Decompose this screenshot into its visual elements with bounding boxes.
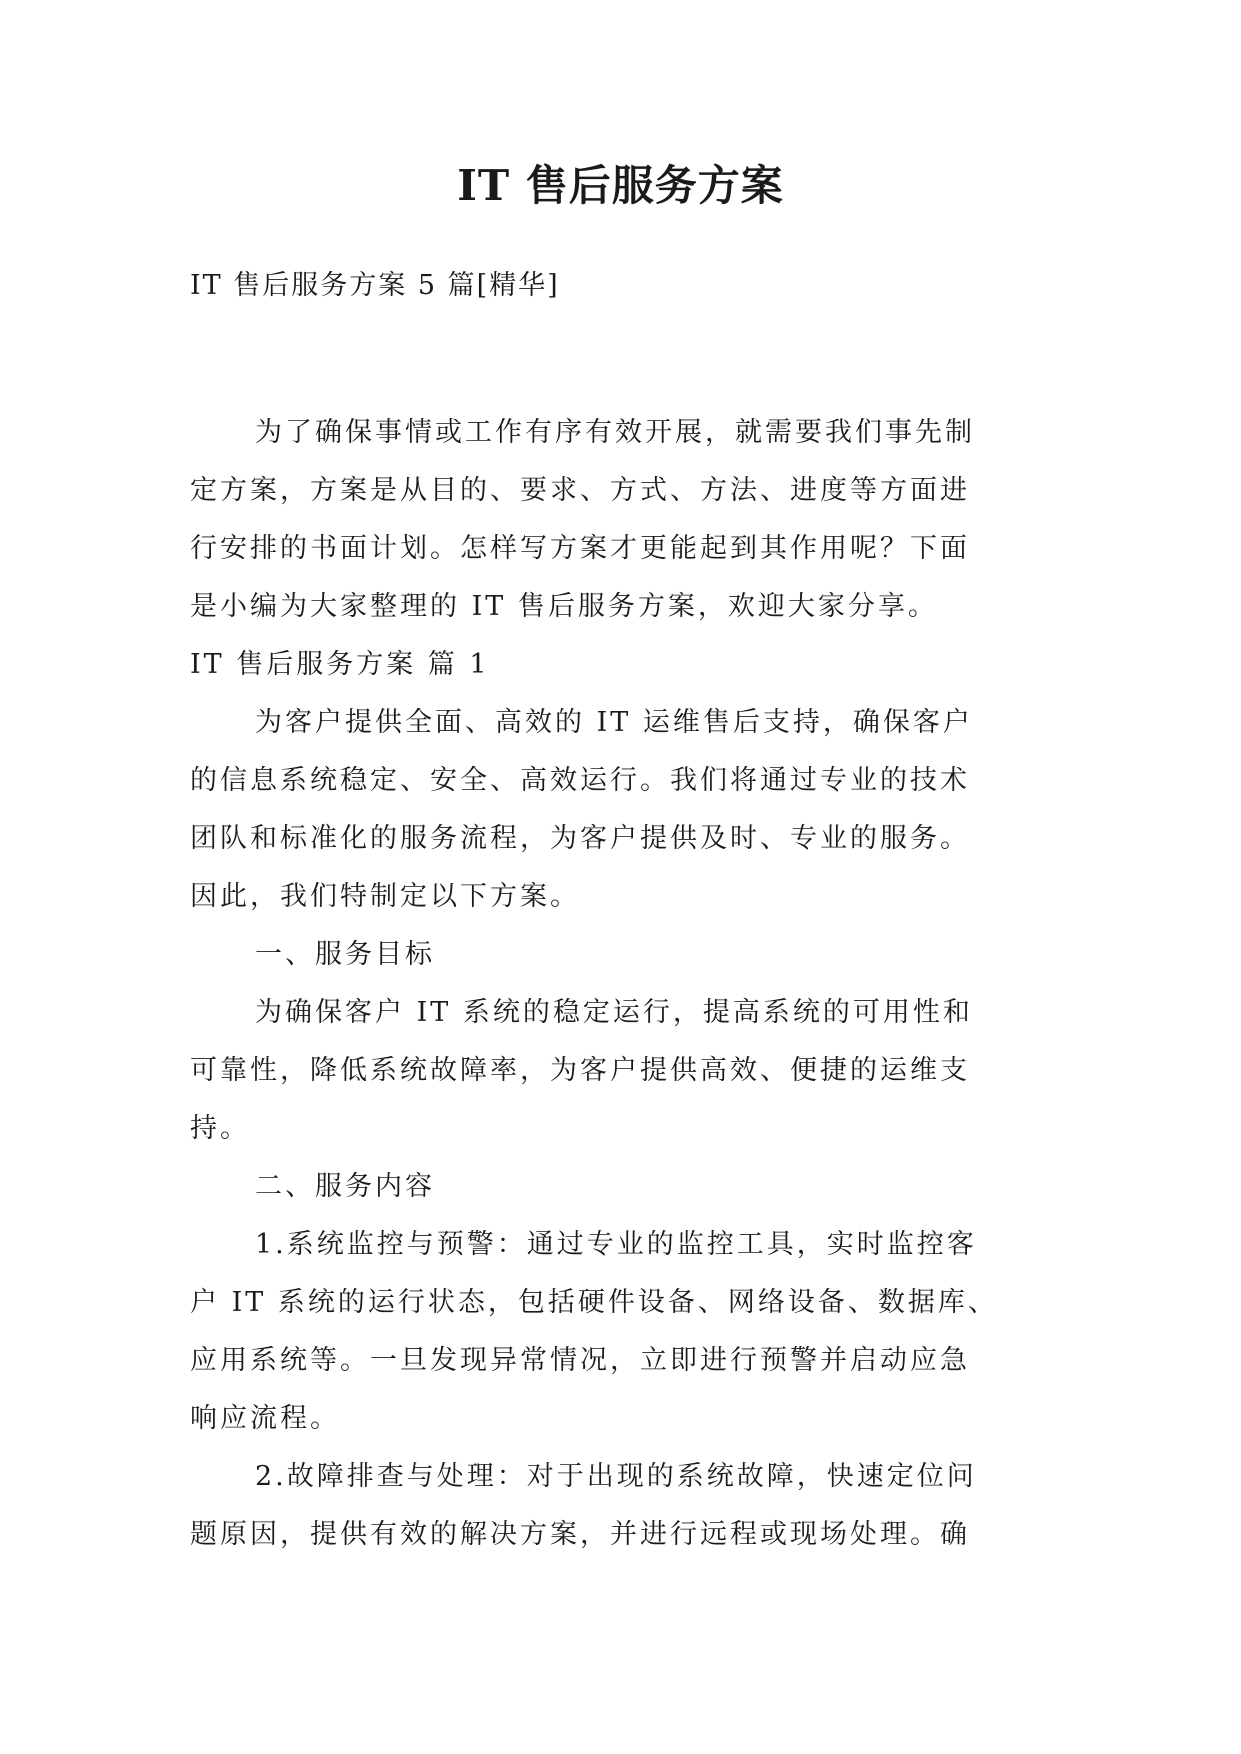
paragraph-line: 持。 [190, 1113, 250, 1144]
paragraph-line: 题原因，提供有效的解决方案，并进行远程或现场处理。确 [190, 1519, 970, 1550]
section-heading: 二、服务内容 [255, 1171, 435, 1202]
paragraph-line: 的信息系统稳定、安全、高效运行。我们将通过专业的技术 [190, 765, 970, 796]
paragraph-line: 应用系统等。一旦发现异常情况，立即进行预警并启动应急 [190, 1345, 970, 1376]
paragraph-line: 定方案，方案是从目的、要求、方式、方法、进度等方面进 [190, 475, 970, 506]
paragraph-line: 因此，我们特制定以下方案。 [190, 881, 580, 912]
document-subtitle: IT 售后服务方案 5 篇[精华] [190, 270, 560, 301]
paragraph-line: 是小编为大家整理的 IT 售后服务方案，欢迎大家分享。 [190, 591, 938, 622]
paragraph-line: 1.系统监控与预警：通过专业的监控工具，实时监控客 [255, 1229, 977, 1260]
paragraph-line: 为确保客户 IT 系统的稳定运行，提高系统的可用性和 [255, 997, 973, 1028]
paragraph-line: 响应流程。 [190, 1403, 340, 1434]
paragraph-line: 行安排的书面计划。怎样写方案才更能起到其作用呢？下面 [190, 533, 970, 564]
paragraph-line: 可靠性，降低系统故障率，为客户提供高效、便捷的运维支 [190, 1055, 970, 1086]
paragraph-line: 户 IT 系统的运行状态，包括硬件设备、网络设备、数据库、 [190, 1287, 998, 1318]
paragraph-line: 2.故障排查与处理：对于出现的系统故障，快速定位问 [255, 1461, 977, 1492]
paragraph-line: 为客户提供全面、高效的 IT 运维售后支持，确保客户 [255, 707, 973, 738]
paragraph-line: 团队和标准化的服务流程，为客户提供及时、专业的服务。 [190, 823, 970, 854]
document-body [190, 404, 1052, 1564]
paragraph-line: 为了确保事情或工作有序有效开展，就需要我们事先制 [255, 417, 975, 448]
document-title: IT 售后服务方案 [457, 161, 784, 210]
section-heading: IT 售后服务方案 篇 1 [190, 649, 490, 680]
section-heading: 一、服务目标 [255, 939, 435, 970]
